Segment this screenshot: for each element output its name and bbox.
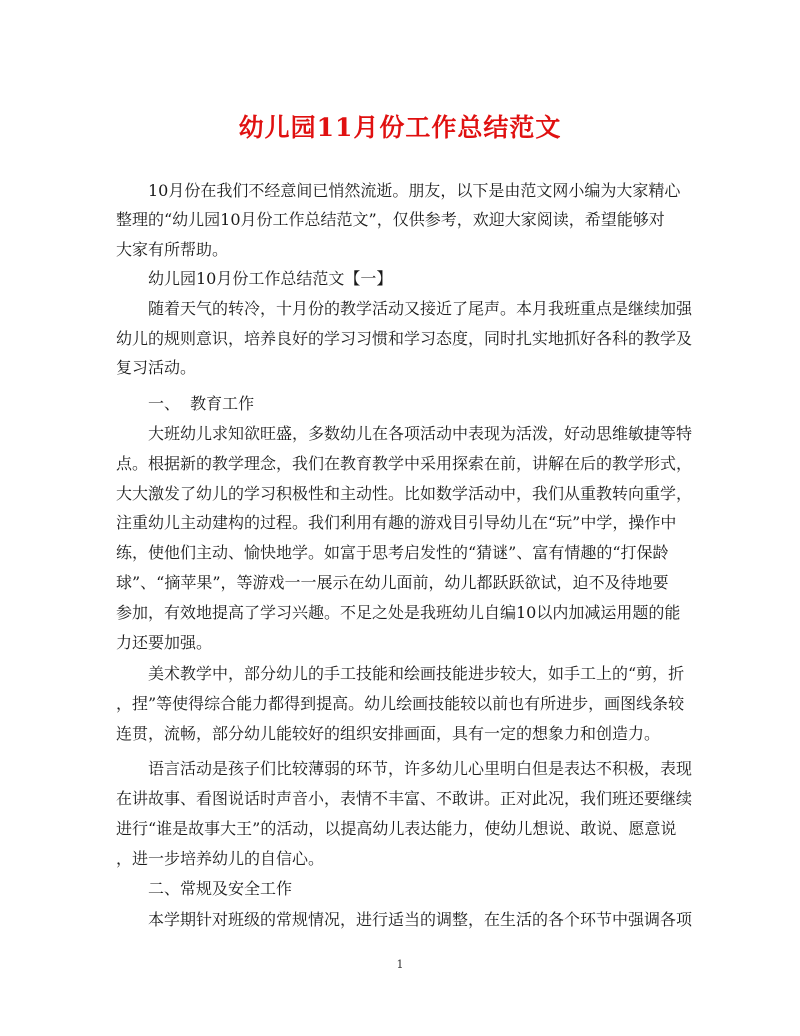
- paragraph-line: ，进一步培养幼儿的自信心。: [116, 849, 325, 868]
- paragraph-line: 参加，有效地提高了学习兴趣。不足之处是我班幼儿自编10以内加减运用题的能: [116, 603, 681, 622]
- paragraph-line: 大班幼儿求知欲旺盛，多数幼儿在各项活动中表现为活泼，好动思维敏捷等特: [148, 424, 693, 443]
- paragraph-line: 复习活动。: [116, 358, 197, 377]
- section-heading: 幼儿园10月份工作总结范文【一】: [148, 269, 393, 288]
- section-heading: 一、 教育工作: [148, 394, 255, 413]
- paragraph-line: 本学期针对班级的常规情况，进行适当的调整，在生活的各个环节中强调各项: [148, 910, 693, 929]
- paragraph-line: 力还要加强。: [116, 633, 213, 652]
- paragraph-line: 大家有所帮助。: [116, 240, 229, 259]
- paragraph-line: 10月份在我们不经意间已悄然流逝。朋友，以下是由范文网小编为大家精心: [148, 181, 681, 200]
- paragraph-line: 美术教学中，部分幼儿的手工技能和绘画技能进步较大，如手工上的“剪，折: [148, 664, 685, 683]
- paragraph-line: 随着天气的转冷，十月份的教学活动又接近了尾声。本月我班重点是继续加强: [148, 299, 693, 318]
- section-heading: 二、常规及安全工作: [148, 879, 293, 898]
- paragraph-line: 点。根据新的教学理念，我们在教育教学中采用探索在前，讲解在后的教学形式，: [116, 454, 693, 473]
- paragraph-line: 球”、“摘苹果”，等游戏一一展示在幼儿面前，幼儿都跃跃欲试，迫不及待地要: [116, 573, 669, 592]
- paragraph-line: 进行“谁是故事大王”的活动，以提高幼儿表达能力，使幼儿想说、敢说、愿意说: [116, 819, 677, 838]
- paragraph-line: 整理的“幼儿园10月份工作总结范文”，仅供参考，欢迎大家阅读，希望能够对: [116, 210, 665, 229]
- paragraph-line: 连贯，流畅，部分幼儿能较好的组织安排画面，具有一定的想象力和创造力。: [116, 724, 661, 743]
- paragraph-line: 注重幼儿主动建构的过程。我们利用有趣的游戏目引导幼儿在“玩”中学，操作中: [116, 513, 677, 532]
- page-number: 1: [396, 958, 404, 971]
- document-title: 幼儿园11月份工作总结范文: [238, 113, 562, 142]
- paragraph-line: 大大激发了幼儿的学习积极性和主动性。比如数学活动中，我们从重教转向重学，: [116, 484, 693, 503]
- paragraph-line: ，捏”等使得综合能力都得到提高。幼儿绘画技能较以前也有所进步，画图线条较: [116, 694, 685, 713]
- paragraph-line: 幼儿的规则意识，培养良好的学习习惯和学习态度，同时扎实地抓好各科的教学及: [116, 329, 693, 348]
- paragraph-line: 在讲故事、看图说话时声音小，表情不丰富、不敢讲。正对此况，我们班还要继续: [116, 789, 693, 808]
- paragraph-line: 练，使他们主动、愉快地学。如富于思考启发性的“猜谜”、富有情趣的“打保龄: [116, 543, 669, 562]
- paragraph-line: 语言活动是孩子们比较薄弱的环节，许多幼儿心里明白但是表达不积极，表现: [148, 759, 693, 778]
